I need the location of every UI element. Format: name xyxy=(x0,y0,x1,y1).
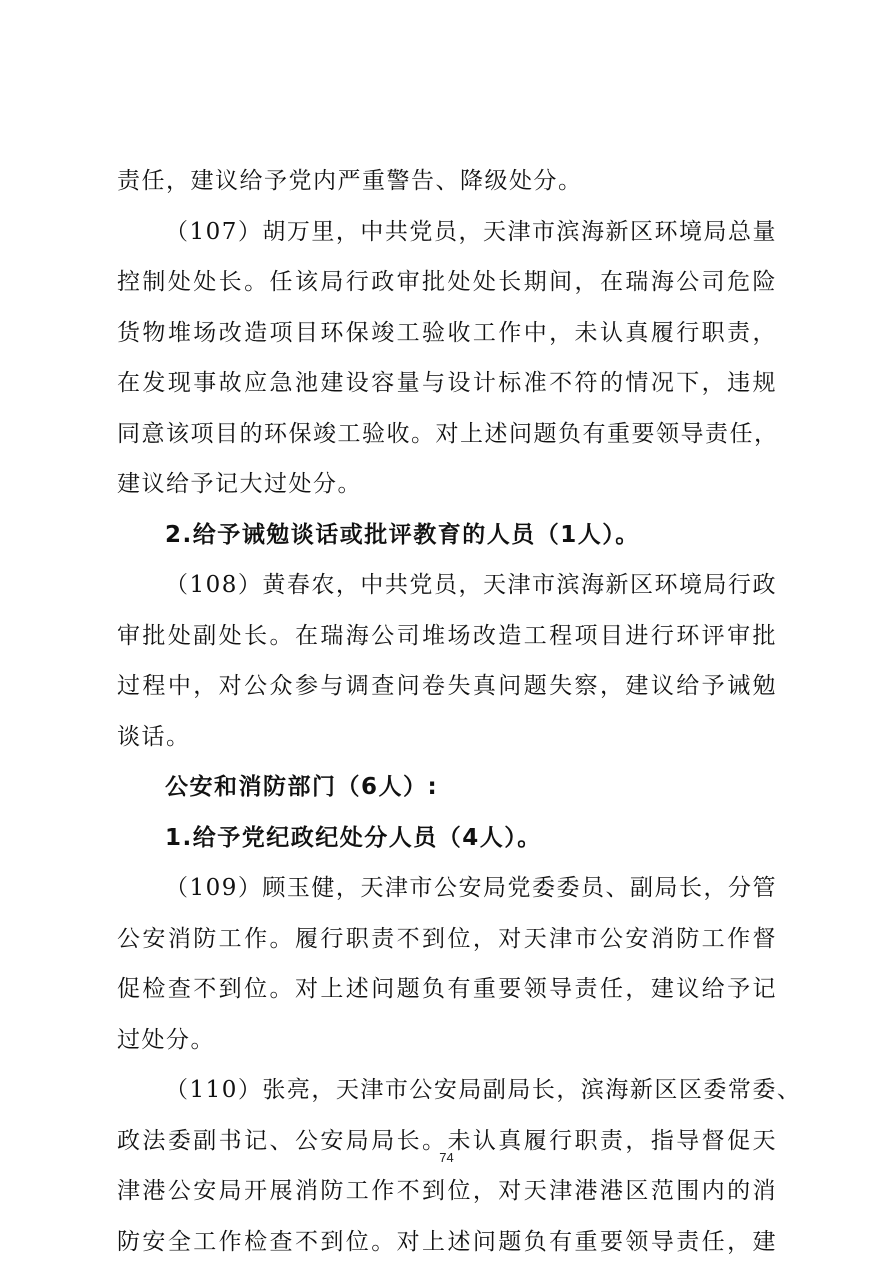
text-line: 审批处副处长。在瑞海公司堆场改造工程项目进行环评审批 xyxy=(117,622,777,649)
text-line: 政法委副书记、公安局局长。未认真履行职责，指导督促天 xyxy=(117,1127,777,1154)
text-line: 货物堆场改造项目环保竣工验收工作中，未认真履行职责， xyxy=(117,319,777,346)
text-line: （110）张亮，天津市公安局副局长，滨海新区区委常委、 xyxy=(165,1077,802,1103)
text-line: 控制处处长。任该局行政审批处处长期间，在瑞海公司危险 xyxy=(117,269,777,295)
text-line: 津港公安局开展消防工作不到位，对天津港港区范围内的消 xyxy=(117,1178,777,1204)
text-line: （107）胡万里，中共党员，天津市滨海新区环境局总量 xyxy=(165,218,777,245)
text-line: 责任，建议给予党内严重警告、降级处分。 xyxy=(117,168,583,194)
text-line: 促检查不到位。对上述问题负有重要领导责任，建议给予记 xyxy=(117,976,777,1002)
body-text xyxy=(117,160,802,1271)
page-number: 74 xyxy=(439,1150,454,1165)
text-line: （108）黄春农，中共党员，天津市滨海新区环境局行政 xyxy=(165,572,777,598)
section-heading: 公安和消防部门（6人）: xyxy=(165,774,439,800)
text-line: 过程中，对公众参与调查问卷失真问题失察，建议给予诫勉 xyxy=(117,673,777,699)
section-heading: 1.给予党纪政纪处分人员（4人）。 xyxy=(165,824,542,851)
text-line: 公安消防工作。履行职责不到位，对天津市公安消防工作督 xyxy=(117,925,777,952)
text-line: 建议给予记大过处分。 xyxy=(117,471,362,497)
text-line: 在发现事故应急池建设容量与设计标准不符的情况下，违规 xyxy=(117,370,777,396)
text-line: （109）顾玉健，天津市公安局党委委员、副局长，分管 xyxy=(165,875,777,901)
text-line: 同意该项目的环保竣工验收。对上述问题负有重要领导责任， xyxy=(117,420,779,447)
text-line: 防安全工作检查不到位。对上述问题负有重要领导责任，建 xyxy=(117,1228,777,1255)
text-line: 谈话。 xyxy=(117,723,191,750)
text-line: 过处分。 xyxy=(117,1026,215,1053)
section-heading: 2.给予诫勉谈话或批评教育的人员（1人）。 xyxy=(165,521,640,548)
